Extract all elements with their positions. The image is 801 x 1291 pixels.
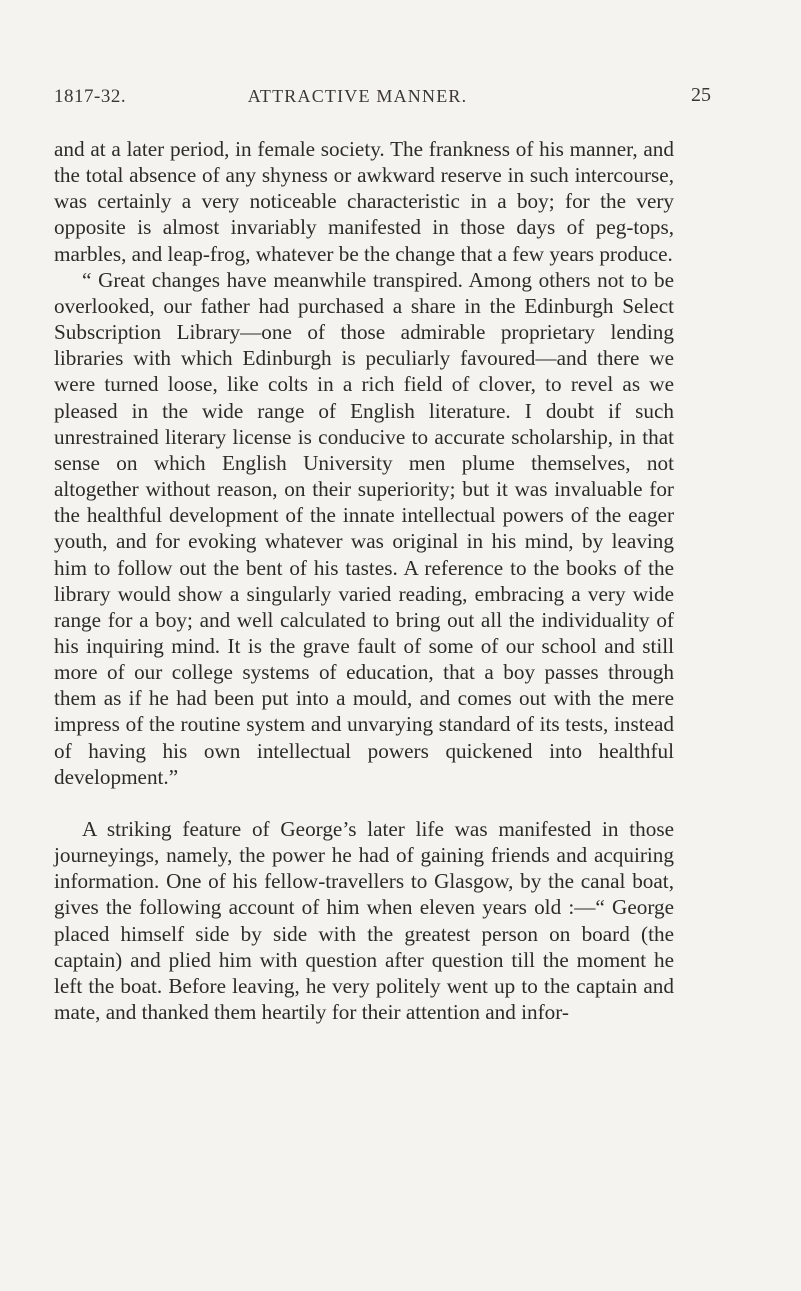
paragraph-quote: “ Great changes have meanwhile transpired. Among others not to be overlooked, our father had purchased a share in the Edinburgh Select Subscription Library—one of those admirable proprietary lending libraries with which Edinburgh is peculiarly favoured—and there we were turned loose, like colts in a rich field of clover, to revel as we pleased in the wide range of English literature. I doubt if such unrestrained literary license is conducive to accurate scholarship, in that sense on which English University men plume themselves, not altogether without reason, on their superiority; but it was invaluable for the healthful development of the innate intellectual powers of the eager youth, and for evoking whatever was original in his mind, by leaving him to follow out the bent of his tastes. A reference to the books of the library would show a singularly varied reading, embracing a very wide range for a boy; and well calculated to bring out all the individuality of his inquiring mind. It is the grave fault of some of our school and still more of our college systems of education, that a boy passes through them as if he had been put into a mould, and comes out with the mere impress of the routine system and unvarying standard of its tests, instead of having his own intellectual powers quickened into healthful development.” (54, 267, 674, 789)
paragraph-continued: and at a later period, in female society. The frankness of his manner, and the total absence of any shyness or awkward reserve in such intercourse, was certainly a very noticeable characteristic in a boy; for the very opposite is almost invariably manifested in those days of peg-tops, marbles, and leap-frog, whatever be the change that a few years produce. (54, 137, 674, 266)
paragraph-journeyings: A striking feature of George’s later life was manifested in those journeyings, namely, the power he had of gaining friends and acquiring information. One of his fellow-travellers to Glasgow, by the canal boat, gives the following account of him when eleven years old :—“ George placed himself side by side with the greatest person on board (the captain) and plied him with question after question till the moment he left the boat. Before leaving, he very politely went up to the captain and mate, and thanked them heartily for their attention and infor- (54, 816, 674, 1024)
paragraph-spacer (54, 790, 674, 816)
running-header (54, 84, 711, 110)
page-number: 25 (691, 84, 711, 106)
header-date-range: 1817-32. (54, 86, 127, 107)
page-body (54, 136, 674, 1025)
header-title: ATTRACTIVE MANNER. (247, 86, 468, 106)
